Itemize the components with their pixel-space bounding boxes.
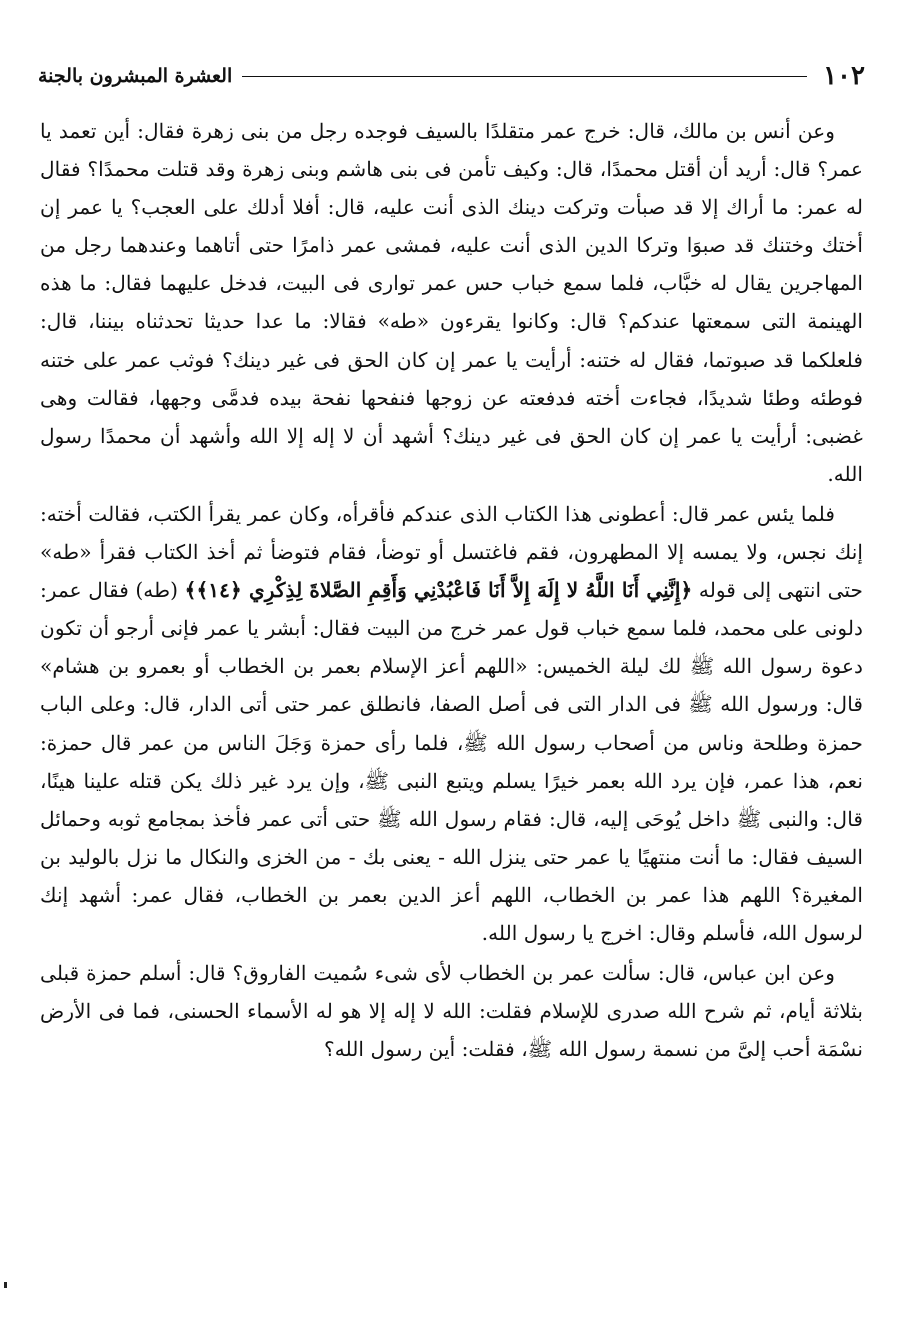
running-title: العشرة المبشرون بالجنة xyxy=(38,65,233,87)
page-header xyxy=(38,58,865,94)
paragraph-anas: وعن أنس بن مالك، قال: خرج عمر متقلدًا بالسيف فوجده رجل من بنى زهرة فقال: أين تعمد يا عمر؟ قال: أريد أن أقتل محمدًا، قال: وكيف تأمن فى بنى هاشم وبنى زهرة وقد قتلت محمدًا؟ فقال له عمر: ما أراك إلا قد صبأت وتركت دينك الذى أنت عليه، قال: أفلا أدلك على العجب؟ يا عمر إن أختك وختنك قد صبوَا وتركا الدين الذى أنت عليه، فمشى عمر ذامرًا حتى أتاهما وعندهما رجل من المهاجرين يقال له خبَّاب، فلما سمع خباب حس عمر توارى فى البيت، فدخل عليهما فقال: ما هذه الهينمة التى سمعتها عندكم؟ قال: وكانوا يقرءون «طه» فقالا: ما عدا حديثا تحدثناه بيننا، قال: فلعلكما قد صبوتما، فقال له ختنه: أرأيت يا عمر إن كان الحق فى غير دينك؟ فوثب عمر على ختنه فوطئه وطئا شديدًا، فجاءت أخته فدفعته عن زوجها فنفحها نفحة بيده فدمَّى وجهها، فقالت وهى غضبى: أرأيت يا عمر إن كان الحق فى غير دينك؟ أشهد أن لا إله إلا الله وأشهد أن محمدًا رسول الله. xyxy=(40,119,863,486)
paragraph-umar-conversion xyxy=(40,495,863,952)
page-number: ١٠٢ xyxy=(823,61,865,91)
quran-verse: ﴿إِنَّنِي أَنَا اللَّهُ لا إِلَهَ إِلاَّ أَنَا فَاعْبُدْنِي وَأَقِمِ الصَّلاةَ لِذِكْرِي ﴿١٤﴾﴾ xyxy=(184,578,693,603)
page-body xyxy=(40,112,863,1068)
margin-mark xyxy=(4,1282,7,1288)
paragraph-ibn-abbas: وعن ابن عباس، قال: سألت عمر بن الخطاب لأى شىء سُميت الفاروق؟ قال: أسلم حمزة قبلى بثلاثة أيام، ثم شرح الله صدرى للإسلام فقلت: الله لا إله إلا هو له الأسماء الحسنى، فما فى الأرض نسْمَة أحب إلىَّ من نسمة رسول الله ﷺ، فقلت: أين رسول الله؟ xyxy=(40,961,863,1062)
paragraph-continuation: (طه) فقال عمر: دلونى على محمد، فلما سمع خباب قول عمر خرج من البيت فقال: أبشر يا عمر فإنى أرجو أن تكون دعوة رسول الله ﷺ لك ليلة الخميس: «اللهم أعز الإسلام بعمر بن الخطاب أو بعمرو بن هشام» قال: ورسول الله ﷺ فى الدار التى فى أصل الصفا، فانطلق عمر حتى أتى الدار، قال: وعلى الباب حمزة وطلحة وناس من أصحاب رسول الله ﷺ، فلما رأى حمزة وَجَلَ الناس من عمر قال حمزة: نعم، هذا عمر، فإن يرد الله بعمر خيرًا يسلم ويتبع النبى ﷺ، وإن يرد غير ذلك يكن قتله علينا هينًا، قال: والنبى ﷺ داخل يُوحَى إليه، قال: فقام رسول الله ﷺ حتى أتى عمر فأخذ بمجامع ثوبه وحمائل السيف فقال: ما أنت منتهيًا يا عمر حتى ينزل الله - يعنى بك - من الخزى والنكال ما نزل بالوليد بن المغيرة؟ اللهم هذا عمر بن الخطاب، اللهم أعز الدين بعمر بن الخطاب، فقال عمر: أشهد إنك لرسول الله، فأسلم وقال: اخرج يا رسول الله. xyxy=(40,578,863,945)
header-rule xyxy=(242,76,807,77)
paragraph-intro: فلما يئس عمر قال: أعطونى هذا الكتاب الذى عندكم فأقرأه، وكان عمر يقرأ الكتب، فقالت أخته: إنك نجس، ولا يمسه إلا المطهرون، فقم فاغتسل أو توضأ، فقام فتوضأ ثم أخذ الكتاب فقرأ «طه» حتى انتهى إلى قوله xyxy=(40,501,863,603)
